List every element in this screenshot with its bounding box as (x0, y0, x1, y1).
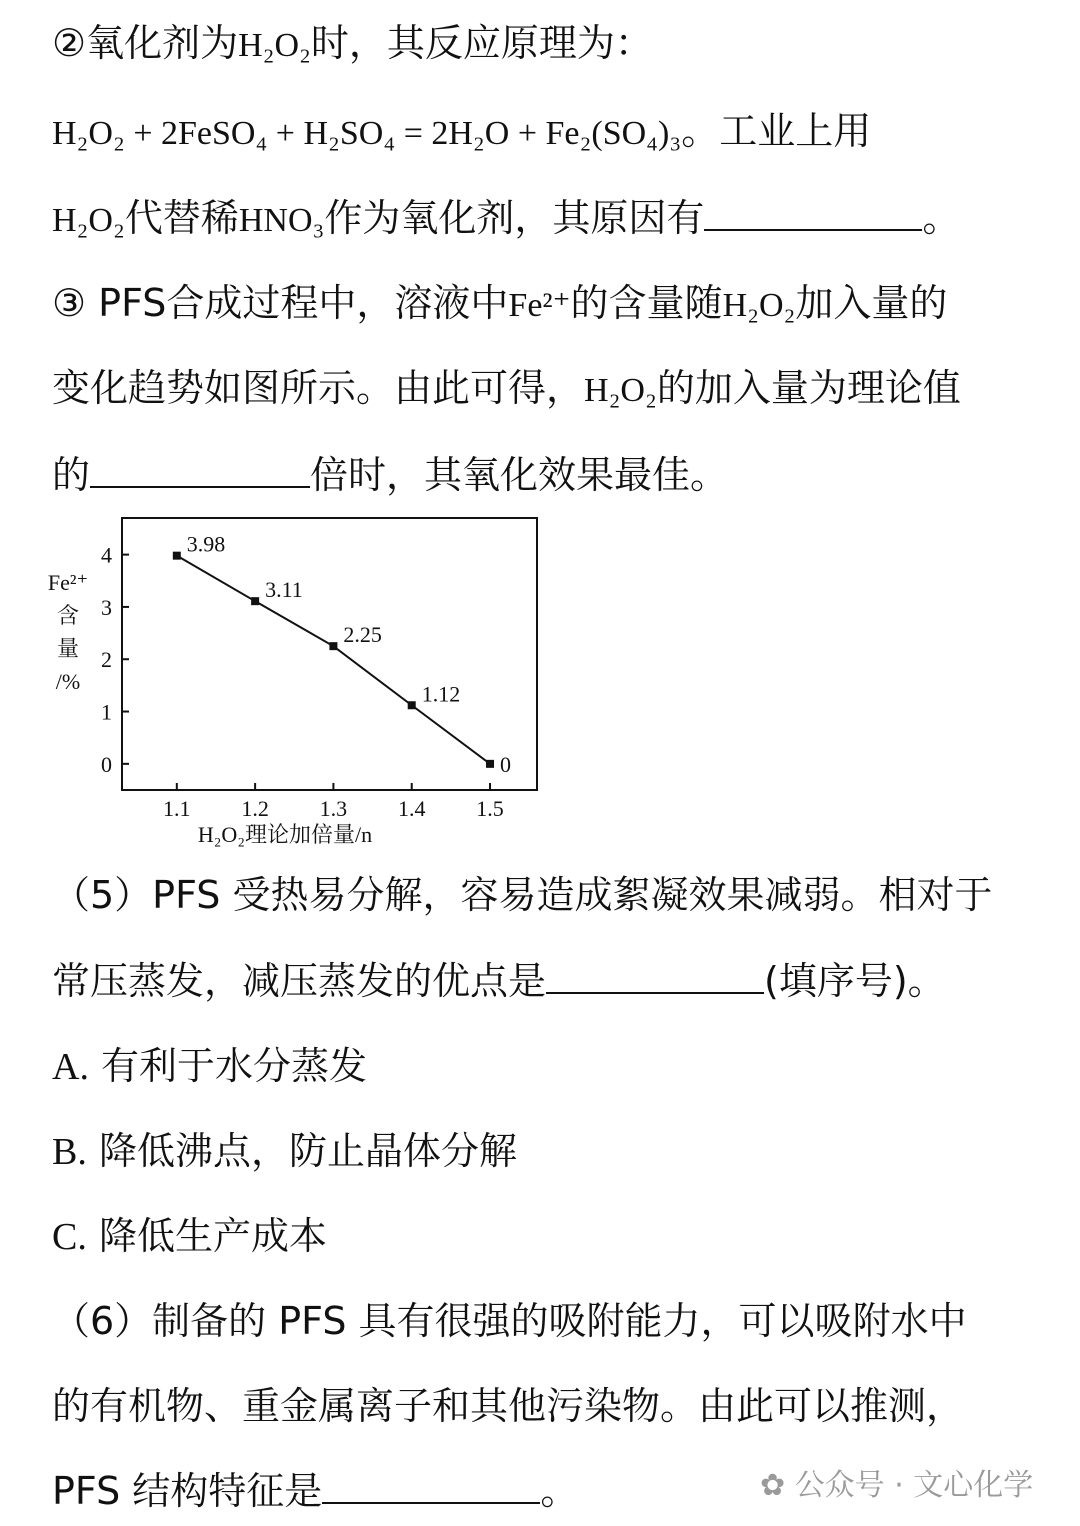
watermark (760, 1460, 1033, 1504)
data-point-label: 2.25 (343, 622, 382, 648)
y-tick-label: 2 (101, 647, 112, 673)
h2o2-formula: H₂O₂ (722, 287, 796, 324)
h2o2-formula: H₂O₂ (584, 372, 657, 409)
q4-3-line2 (52, 365, 961, 414)
q4-2-line3-end: 作为氧化剂，其原因有 (324, 196, 705, 240)
answer-blank[interactable] (546, 962, 764, 994)
q4-3-text-b: 的含量随 (570, 281, 723, 325)
fe2-content-chart (40, 510, 560, 850)
data-point-marker (408, 701, 416, 709)
data-point-label: 0 (500, 751, 512, 777)
q4-3-line3 (52, 452, 728, 498)
x-tick-label: 1.2 (241, 796, 269, 821)
watermark-text: 公众号 · 文心化学 (794, 1468, 1034, 1503)
q6-line2-text: 的有机物、重金属离子和其他污染物。由此可以推测， (52, 1384, 965, 1428)
q4-2-intro-end: 时，其反应原理为： (310, 21, 653, 65)
h2o2-formula: H₂O₂ (52, 202, 125, 239)
chart-svg (40, 510, 560, 850)
q6-line3-b: 。 (540, 1469, 579, 1513)
q6-line1-text: （6）制备的 PFS 具有很强的吸附能力，可以吸附水中 (52, 1299, 967, 1343)
reaction-equation: H₂O₂ + 2FeSO₄ + H₂SO₄ = 2H₂O + Fe₂(SO₄)₃ (52, 115, 682, 152)
answer-blank[interactable] (704, 199, 922, 231)
y-ticks (101, 543, 129, 777)
q4-3-line3-a: 的 (52, 453, 91, 497)
option-letter: C. (52, 1216, 87, 1258)
plot-frame (122, 518, 537, 790)
data-point-marker (251, 597, 259, 605)
q5-line2-a: 常压蒸发，减压蒸发的优点是 (52, 959, 547, 1003)
q4-3-line3-b: 倍时，其氧化效果最佳。 (310, 453, 729, 497)
x-tick-label: 1.5 (476, 796, 504, 821)
q5-line1 (52, 872, 992, 918)
option-text: 降低生产成本 (98, 1214, 327, 1258)
data-point-label: 3.98 (186, 531, 226, 557)
option-b[interactable] (52, 1128, 517, 1175)
y-label-line: 量 (56, 636, 80, 661)
q4-3-line2-text: 变化趋势如图所示。由此可得， (52, 366, 585, 410)
x-tick-label: 1.4 (397, 796, 426, 821)
q4-2-line3 (52, 195, 960, 244)
q4-2-line3-text: 代替稀 (124, 196, 239, 240)
y-tick-label: 0 (101, 751, 112, 777)
option-text: 降低沸点，防止晶体分解 (98, 1129, 517, 1173)
q4-2-intro: 氧化剂为 (86, 21, 239, 65)
q5-line1-text: （5）PFS 受热易分解，容易造成絮凝效果减弱。相对于 (52, 873, 993, 917)
q6-line1 (52, 1298, 967, 1344)
y-tick-label: 4 (101, 542, 112, 568)
q5-line2-b: (填序号)。 (764, 959, 946, 1003)
h2o2-formula: H₂O₂ (238, 27, 311, 64)
q5-line2 (52, 958, 946, 1004)
data-point-label: 3.11 (265, 577, 303, 603)
option-c[interactable] (52, 1213, 327, 1260)
q4-3-text-c: 加入量的 (795, 281, 948, 325)
q4-3-line2-end: 的加入量为理论值 (656, 366, 961, 410)
circled-2-marker: ② (52, 21, 87, 65)
wechat-icon: ✿ (760, 1468, 786, 1503)
y-label-line: Fe²⁺ (47, 570, 89, 595)
data-point-marker (486, 760, 494, 768)
x-tick-label: 1.3 (319, 796, 348, 821)
y-axis-label (48, 570, 88, 694)
answer-blank[interactable] (322, 1472, 540, 1504)
q4-2-equation-line (52, 108, 871, 157)
y-tick-label: 1 (101, 699, 112, 725)
y-label-line: 含 (56, 603, 80, 628)
y-tick-label: 3 (101, 594, 112, 620)
option-a[interactable] (52, 1043, 367, 1090)
fe2-ion: Fe²⁺ (508, 287, 571, 324)
x-axis-label: H₂O₂理论加倍量/n (197, 822, 373, 847)
x-ticks (163, 783, 504, 821)
q6-line3-a: PFS 结构特征是 (52, 1469, 323, 1513)
x-tick-label: 1.1 (163, 796, 191, 821)
y-label-line: /% (55, 669, 81, 694)
data-points (173, 532, 511, 777)
option-letter: A. (52, 1046, 89, 1088)
period: 。 (922, 196, 961, 240)
option-letter: B. (52, 1131, 87, 1173)
data-point-label: 1.12 (421, 681, 461, 707)
q6-line2 (52, 1383, 964, 1429)
hno3-formula: HNO₃ (238, 202, 325, 239)
q6-line3 (52, 1468, 578, 1514)
answer-blank[interactable] (90, 456, 310, 488)
circled-3-marker: ③ (52, 281, 87, 325)
q4-3-line1 (52, 280, 947, 329)
q4-2-eq-end: 。工业上用 (681, 109, 872, 153)
data-point-marker (329, 642, 337, 650)
q4-2-line1 (52, 20, 653, 69)
option-text: 有利于水分蒸发 (101, 1044, 368, 1088)
q4-3-text-a: PFS合成过程中，溶液中 (98, 281, 509, 325)
data-point-marker (173, 552, 181, 560)
fe2-series-line (177, 556, 490, 764)
